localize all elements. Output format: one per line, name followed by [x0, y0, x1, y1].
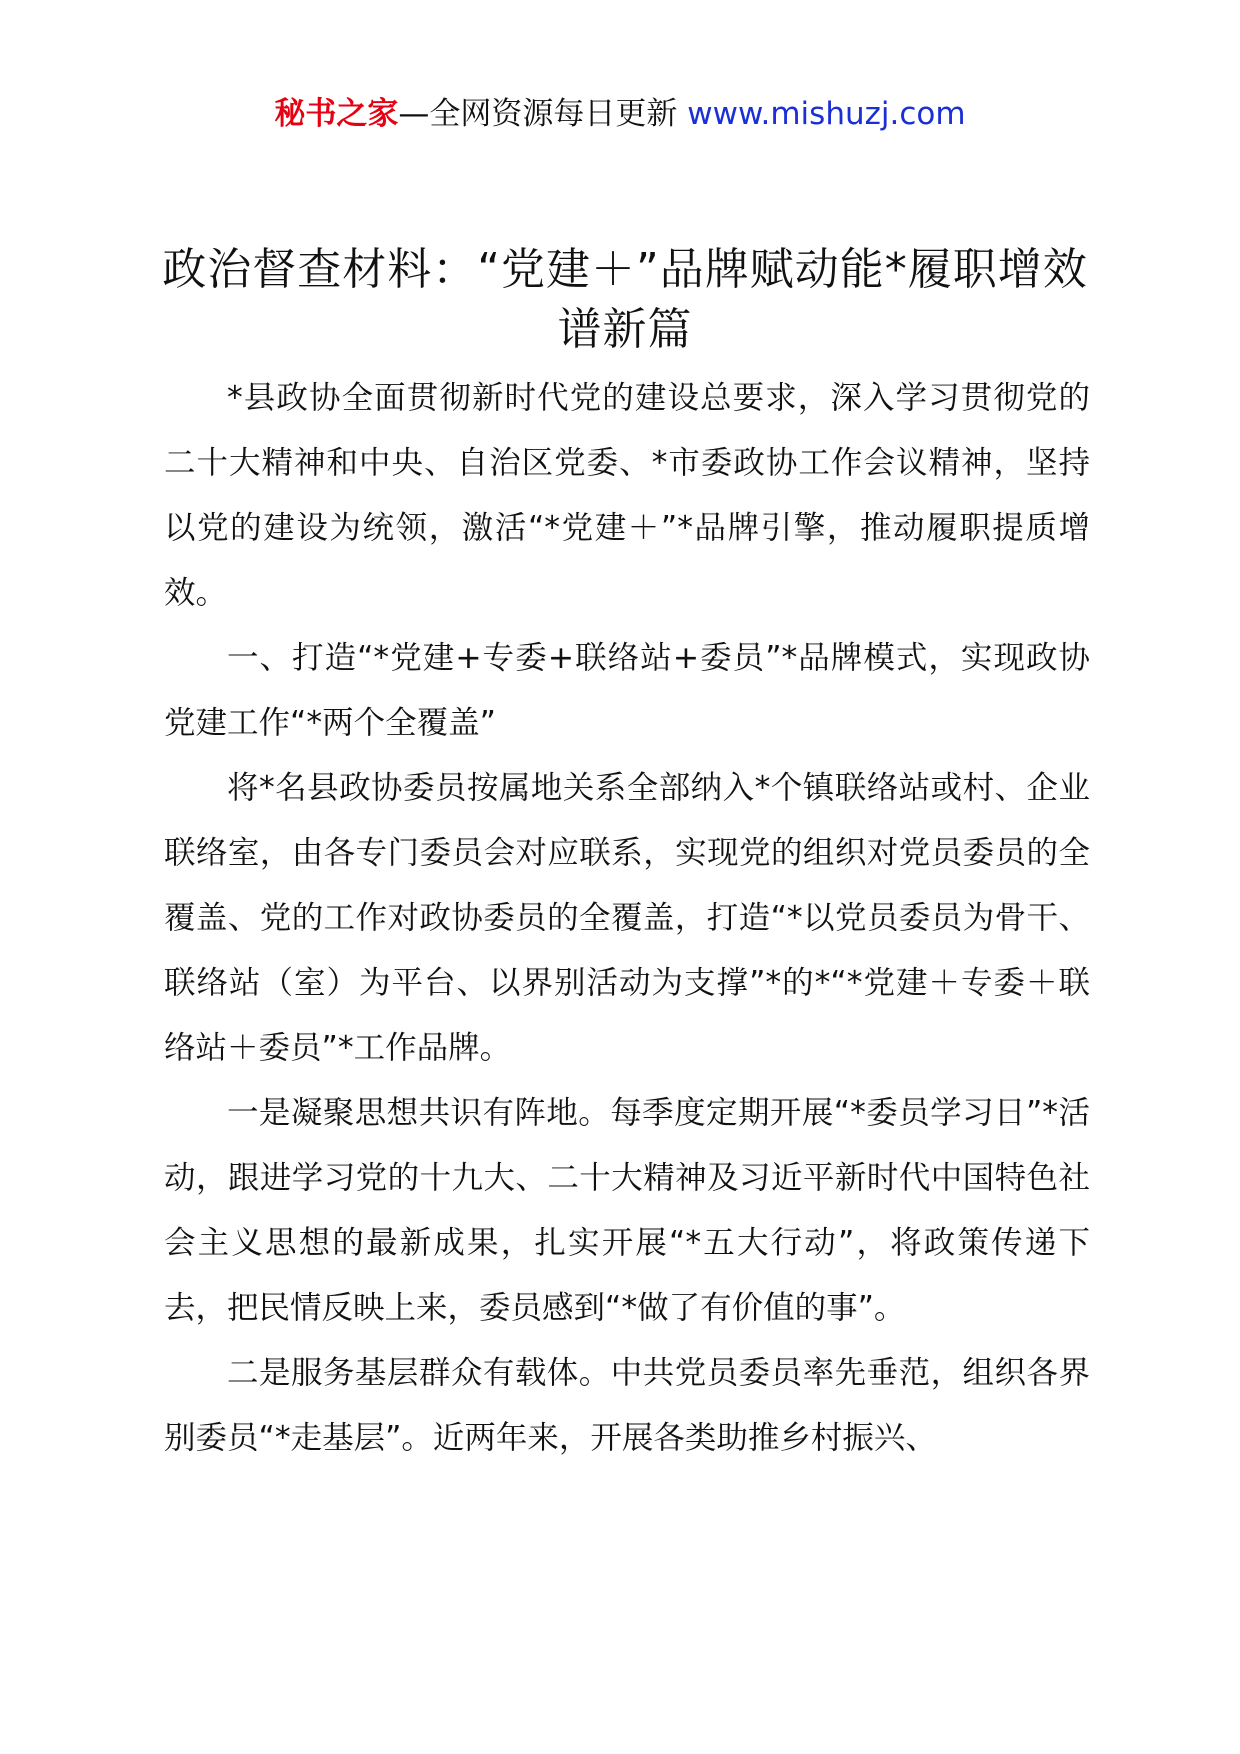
paragraph-point-2: 二是服务基层群众有载体。中共党员委员率先垂范，组织各界别委员“*走基层”。近两年来，开展各类助推乡村振兴、	[164, 1355, 1090, 1456]
site-header	[0, 94, 1240, 134]
site-brand: 秘书之家	[274, 96, 399, 132]
paragraph-intro: *县政协全面贯彻新时代党的建设总要求，深入学习贯彻党的二十大精神和中央、自治区党委、*市委政协工作会议精神，坚持以党的建设为统领，激活“*党建＋”*品牌引擎，推动履职提质增效。	[164, 380, 1090, 611]
document-body	[164, 366, 1090, 1471]
site-url-link[interactable]: www.mishuzj.com	[687, 96, 966, 132]
section-heading-1: 一、打造“*党建+专委+联络站+委员”*品牌模式，实现政协党建工作“*两个全覆盖”	[164, 640, 1090, 741]
document-title: 政治督查材料：“党建＋”品牌赋动能*履职增效谱新篇	[162, 244, 1088, 355]
paragraph-point-1: 一是凝聚思想共识有阵地。每季度定期开展“*委员学习日”*活动，跟进学习党的十九大、二十大精神及习近平新时代中国特色社会主义思想的最新成果，扎实开展“*五大行动”，将政策传递下去，把民情反映上来，委员感到“*做了有价值的事”。	[164, 1095, 1090, 1326]
paragraph-section-1: 将*名县政协委员按属地关系全部纳入*个镇联络站或村、企业联络室，由各专门委员会对应联系，实现党的组织对党员委员的全覆盖、党的工作对政协委员的全覆盖，打造“*以党员委员为骨干、联络站（室）为平台、以界别活动为支撑”*的*“*党建＋专委＋联络站＋委员”*工作品牌。	[164, 770, 1090, 1066]
site-tagline: —全网资源每日更新	[398, 96, 688, 132]
